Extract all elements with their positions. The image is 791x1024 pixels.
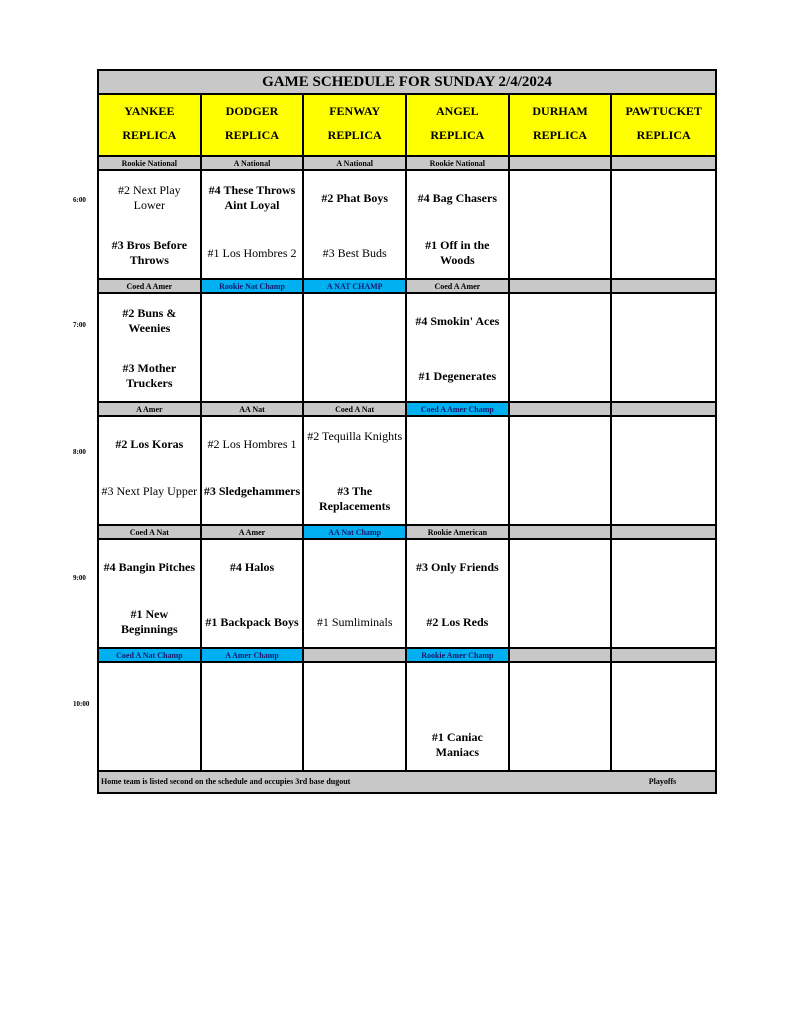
schedule-table bbox=[97, 69, 717, 794]
division-label bbox=[510, 526, 613, 540]
division-label bbox=[612, 280, 715, 294]
division-label: Rookie Nat Champ bbox=[202, 280, 305, 294]
game-slot-row bbox=[99, 540, 715, 649]
division-label: Coed A Nat Champ bbox=[99, 649, 202, 663]
game-cell bbox=[99, 171, 202, 280]
game-cell bbox=[99, 663, 202, 772]
home-team: #1 Off in the Woods bbox=[425, 238, 490, 267]
division-label: A Amer Champ bbox=[202, 649, 305, 663]
game-cell bbox=[510, 417, 613, 526]
game-slot-row bbox=[99, 171, 715, 280]
home-team: #1 Los Hombres 2 bbox=[207, 246, 297, 260]
away-team: #2 Buns & Weenies bbox=[122, 306, 177, 335]
division-label: Coed A Nat bbox=[99, 526, 202, 540]
game-cell bbox=[304, 417, 407, 526]
away-team: #2 Los Koras bbox=[115, 437, 184, 451]
division-label bbox=[612, 403, 715, 417]
footer-bar bbox=[99, 772, 715, 792]
division-row bbox=[99, 157, 715, 171]
division-row bbox=[99, 649, 715, 663]
division-label bbox=[612, 649, 715, 663]
away-team: #2 Phat Boys bbox=[321, 191, 389, 205]
home-team: #3 Next Play Upper bbox=[101, 484, 198, 498]
game-slot-row bbox=[99, 663, 715, 772]
division-label: A Amer bbox=[202, 526, 305, 540]
away-team: #2 Tequilla Knights bbox=[307, 429, 403, 443]
away-team: #4 Bangin Pitches bbox=[103, 560, 195, 574]
time-label: 10:00 bbox=[73, 700, 90, 708]
game-cell bbox=[510, 294, 613, 403]
game-cell bbox=[99, 540, 202, 649]
field-header: PAWTUCKET REPLICA bbox=[612, 95, 715, 157]
game-cell bbox=[612, 171, 715, 280]
game-cell bbox=[407, 417, 510, 526]
home-team: #3 Sledgehammers bbox=[203, 484, 301, 498]
home-team: #1 Caniac Maniacs bbox=[431, 730, 483, 759]
away-team: #4 Halos bbox=[229, 560, 275, 574]
away-team: #4 These Throws Aint Loyal bbox=[208, 183, 296, 212]
game-cell bbox=[202, 171, 305, 280]
game-cell bbox=[407, 663, 510, 772]
game-cell bbox=[407, 540, 510, 649]
home-team-note: Home team is listed second on the schedule and occupies 3rd base dugout bbox=[101, 777, 351, 786]
division-label bbox=[510, 157, 613, 171]
game-cell bbox=[202, 540, 305, 649]
division-label: Rookie National bbox=[99, 157, 202, 171]
home-team: #3 Bros Before Throws bbox=[111, 238, 188, 267]
playoffs-legend: Playoffs bbox=[648, 777, 677, 786]
game-cell bbox=[407, 294, 510, 403]
division-label: Coed A Nat bbox=[304, 403, 407, 417]
game-cell bbox=[612, 417, 715, 526]
game-slot-row bbox=[99, 294, 715, 403]
division-row bbox=[99, 526, 715, 540]
game-cell bbox=[612, 294, 715, 403]
home-team: #3 Mother Truckers bbox=[122, 361, 177, 390]
division-label: A National bbox=[304, 157, 407, 171]
game-cell bbox=[510, 540, 613, 649]
game-cell bbox=[612, 663, 715, 772]
division-label bbox=[510, 403, 613, 417]
game-cell bbox=[304, 663, 407, 772]
home-team: #2 Los Reds bbox=[426, 615, 489, 629]
division-label: A NAT CHAMP bbox=[304, 280, 407, 294]
time-label: 6:00 bbox=[73, 196, 86, 204]
division-label: AA Nat bbox=[202, 403, 305, 417]
division-label: Rookie Amer Champ bbox=[407, 649, 510, 663]
away-team: #4 Smokin' Aces bbox=[415, 314, 500, 328]
division-row bbox=[99, 280, 715, 294]
game-cell bbox=[510, 171, 613, 280]
away-team: #4 Bag Chasers bbox=[417, 191, 498, 205]
field-header: DURHAM REPLICA bbox=[510, 95, 613, 157]
away-team: #2 Next Play Lower bbox=[118, 183, 181, 212]
division-label bbox=[304, 649, 407, 663]
game-cell bbox=[304, 171, 407, 280]
division-label bbox=[510, 280, 613, 294]
division-row bbox=[99, 403, 715, 417]
time-label: 9:00 bbox=[73, 574, 86, 582]
game-cell bbox=[304, 540, 407, 649]
game-cell bbox=[304, 294, 407, 403]
field-header: ANGEL REPLICA bbox=[407, 95, 510, 157]
home-team: #1 Sumliminals bbox=[316, 615, 393, 629]
division-label bbox=[612, 157, 715, 171]
division-label: Rookie National bbox=[407, 157, 510, 171]
game-cell bbox=[407, 171, 510, 280]
home-team: #3 The Replacements bbox=[319, 484, 391, 513]
away-team: #3 Only Friends bbox=[416, 560, 499, 574]
game-cell bbox=[612, 540, 715, 649]
game-cell bbox=[202, 417, 305, 526]
home-team: #1 Degenerates bbox=[418, 369, 497, 383]
home-team: #1 Backpack Boys bbox=[205, 615, 299, 629]
game-cell bbox=[99, 294, 202, 403]
field-header: DODGER REPLICA bbox=[202, 95, 305, 157]
home-team: #3 Best Buds bbox=[322, 246, 387, 260]
division-label: Rookie American bbox=[407, 526, 510, 540]
division-label: Coed A Amer Champ bbox=[407, 403, 510, 417]
field-header: YANKEE REPLICA bbox=[99, 95, 202, 157]
division-label bbox=[510, 649, 613, 663]
division-label: AA Nat Champ bbox=[304, 526, 407, 540]
page-title: GAME SCHEDULE FOR SUNDAY 2/4/2024 bbox=[99, 71, 715, 95]
division-label: Coed A Amer bbox=[99, 280, 202, 294]
game-cell bbox=[202, 294, 305, 403]
division-label bbox=[612, 526, 715, 540]
field-header: FENWAY REPLICA bbox=[304, 95, 407, 157]
home-team: #1 New Beginnings bbox=[120, 607, 178, 636]
game-cell bbox=[99, 417, 202, 526]
division-label: A Amer bbox=[99, 403, 202, 417]
time-label: 7:00 bbox=[73, 321, 86, 329]
division-label: Coed A Amer bbox=[407, 280, 510, 294]
game-cell bbox=[510, 663, 613, 772]
game-slot-row bbox=[99, 417, 715, 526]
field-header-row bbox=[99, 95, 715, 157]
division-label: A National bbox=[202, 157, 305, 171]
game-cell bbox=[202, 663, 305, 772]
away-team: #2 Los Hombres 1 bbox=[207, 437, 297, 451]
time-label: 8:00 bbox=[73, 448, 86, 456]
